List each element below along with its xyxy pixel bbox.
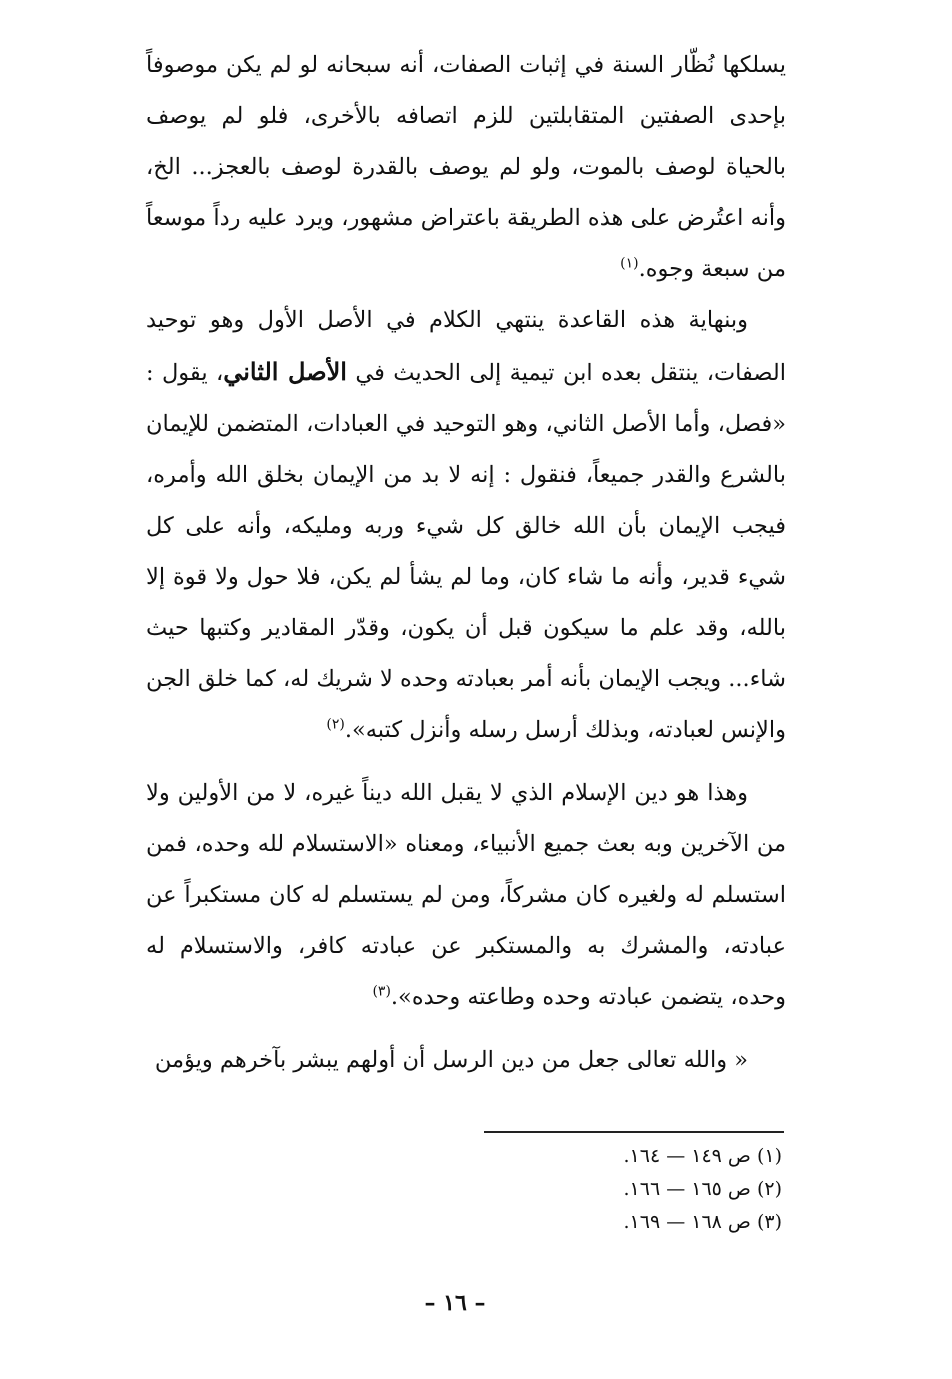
footnote-3: (٣) ص ١٦٨ — ١٦٩. (623, 1211, 782, 1233)
paragraph-2-bold-phrase: الأصل الثاني (223, 357, 347, 386)
paragraph-2-text-start: وبنهاية هذه القاعدة ينتهي الكلام في الأصل الأول وهو توحيد الصفات، ينتقل بعده ابن تيمية إلى الحديث في (146, 307, 787, 386)
paragraph-4-text: « والله تعالى جعل من دين الرسل أن أولهم يبشر بآخرهم ويؤمن (154, 1047, 748, 1073)
paragraph-2-text-end: ، يقول : «فصل، وأما الأصل الثاني، وهو التوحيد في العبادات، المتضمن للإيمان بالشرع والقدر جميعاً، فنقول : إنه لا بد من الإيمان بخلق الله وأمره، فيجب الإيمان بأن الله خالق كل شيء وربه ومليكه، وأنه على كل شيء قدير، وأنه ما شاء كان، وما لم يشأ لم يكن، فلا حول ولا قوة إلا بالله، وقد علم ما سيكون قبل أن يكون، وقدّر المقادير وكتبها حيث شاء... ويجب الإيمان بأنه أمر بعبادته وحده لا شريك له، كما خلق الجن والإنس لعبادته، وبذلك أرسل رسله وأنزل كتبه». (146, 360, 786, 743)
footnote-separator (484, 1131, 784, 1133)
page-number: – ١٦ – (424, 1290, 486, 1316)
paragraph-gap (146, 756, 786, 768)
footnote-ref-3[interactable]: (٣) (372, 983, 391, 1000)
footnote-ref-2[interactable]: (٢) (326, 716, 345, 733)
paragraph-1-text: يسلكها نُظّار السنة في إثبات الصفات، أنه سبحانه لو لم يكن موصوفاً بإحدى الصفتين المتقابلتين للزم اتصافه بالأخرى، فلو لم يوصف بالحياة لوصف بالموت، ولو لم يوصف بالقدرة لوصف بالعجز... الخ، وأنه اعتُرض على هذه الطريقة باعتراض مشهور، ويرد عليه رداً موسعاً من سبعة وجوه. (146, 52, 786, 282)
footnote-ref-1[interactable]: (١) (620, 255, 639, 272)
paragraph-3-text: وهذا هو دين الإسلام الذي لا يقبل الله ديناً غيره، لا من الأولين ولا من الآخرين وبه بعث جميع الأنبياء، ومعناه «الاستسلام لله وحده، فمن استسلم له ولغيره كان مشركاً، ومن لم يستسلم له كان مستكبراً عن عبادته، والمشرك به والمستكبر عن عبادته كافر، والاستسلام له وحده، يتضمن عبادته وحده وطاعته وحده». (146, 780, 786, 1010)
body-text (146, 40, 786, 1086)
footnote-1: (١) ص ١٤٩ — ١٦٤. (623, 1145, 782, 1167)
paragraph-gap (146, 1023, 786, 1035)
paragraph-4 (146, 1035, 786, 1086)
paragraph-3 (146, 768, 786, 1023)
footnotes (480, 1140, 782, 1239)
paragraph-2 (146, 295, 786, 756)
paragraph-1 (146, 40, 786, 295)
footnote-2: (٢) ص ١٦٥ — ١٦٦. (623, 1178, 782, 1200)
